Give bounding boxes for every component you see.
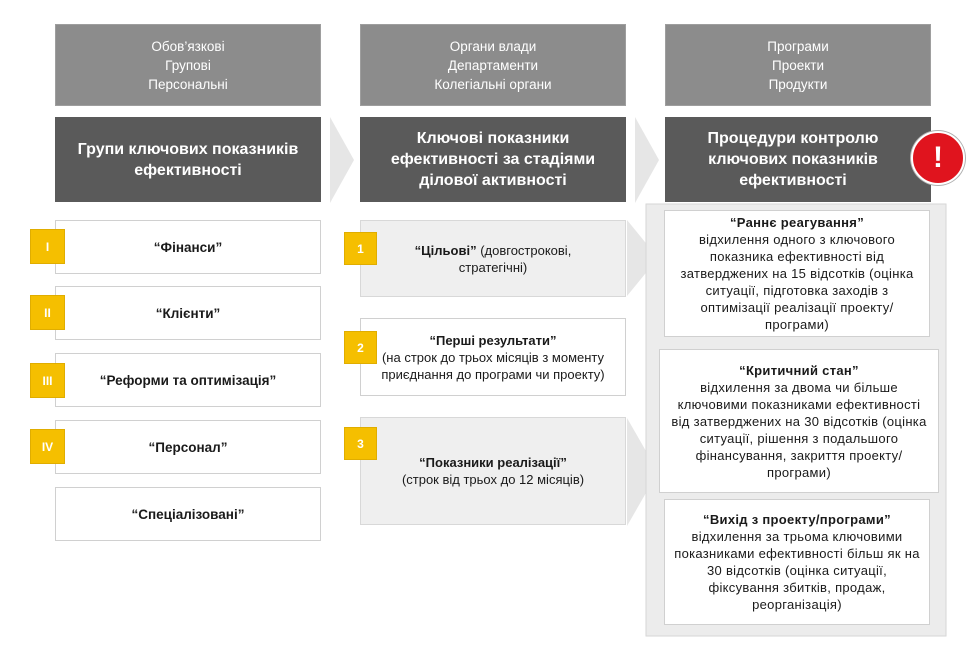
stage-badge-3 [344,427,377,460]
procedure-title: “Вихід з проекту/програми” [703,512,891,527]
group-label: “Реформи та оптимізація” [99,372,277,388]
badge-text: III [42,373,53,388]
group-label: “Спеціалізовані” [131,506,245,522]
header-line: Проекти [771,57,824,73]
group-box-clients [55,286,321,340]
stage-box-implementation [360,417,626,525]
stage-text [415,242,572,259]
column-title-text: Групи ключових показників ефективності [77,140,299,179]
chevron-arrow-2 [635,117,659,203]
badge-text: 3 [357,436,364,451]
header-line: Органи влади [449,38,537,54]
header-line: Колегіальні органи [434,76,552,92]
group-badge-3 [30,363,65,398]
header-line: Обов’язкові [151,38,225,54]
badge-text: I [45,239,50,254]
group-label: “Клієнти” [155,305,221,321]
stage-title: “Цільові” [414,242,477,258]
header-line: Департаменти [447,57,539,73]
group-badge-1 [30,229,65,264]
exclamation-icon: ! [933,141,943,174]
column-1-title [55,117,321,202]
stage-description: (строк від трьох до 12 місяців) [401,472,585,487]
stage-description: (на строк до трьох місяців з моменту приєднання до програми чи проекту) [381,349,605,382]
procedure-critical-state [659,349,939,493]
stage-box-target [360,220,626,297]
header-line: Персональні [148,76,228,92]
column-1-header [55,24,321,106]
group-box-reforms [55,353,321,407]
stage-description-rest: стратегічні) [458,259,528,275]
stage-title: “Показники реалізації” [419,455,567,470]
procedure-description: відхилення за трьома ключовими показниками ефективності більш як на 30 відсотків (оцінка ситуації, фіксування збитків, продаж, реорганізація) [674,529,920,612]
group-label: “Персонал” [148,439,228,455]
group-badge-4 [30,429,65,464]
column-title-text: Ключові показники ефективності за стадіями ділової активності [390,130,596,189]
chevron-arrow-1 [330,117,354,203]
group-box-finance [55,220,321,274]
procedure-description: відхилення одного з ключового показника ефективності від затверджених на 15 відсотків (оцінка ситуації, підготовка заходів з оптимізації реалізації проекту/програми) [680,232,914,332]
badge-text: 1 [357,241,364,256]
badge-text: 2 [357,340,364,355]
column-2-title [360,117,626,202]
badge-text: II [44,305,51,320]
column-3-title [665,117,931,202]
header-line: Групові [165,57,211,73]
procedure-description: відхилення за двома чи більше ключовими показниками ефективності від затверджених на 30 відсотків (оцінка ситуації, рішення з подальшого фінансування, закриття проекту/ програми) [671,379,927,480]
stage-badge-1 [344,232,377,265]
stage-box-first-results [360,318,626,396]
header-line: Програми [767,38,829,54]
stage-badge-2 [344,331,377,364]
procedure-early-response [664,210,930,337]
column-title-text: Процедури контролю ключових показників ефективності [707,130,879,189]
column-2-header [360,24,626,106]
stage-description: (довгострокові, [476,242,572,258]
procedure-title: “Критичний стан” [739,362,859,378]
column-3-header [665,24,931,106]
alert-icon [911,131,965,185]
group-label: “Фінанси” [153,239,223,255]
procedure-title: “Раннє реагування” [729,215,864,230]
procedure-exit [664,499,930,625]
group-box-specialized [55,487,321,541]
stage-title: “Перші результати” [429,332,557,348]
group-box-personnel [55,420,321,474]
header-line: Продукти [768,76,828,92]
group-badge-2 [30,295,65,330]
badge-text: IV [41,439,54,454]
